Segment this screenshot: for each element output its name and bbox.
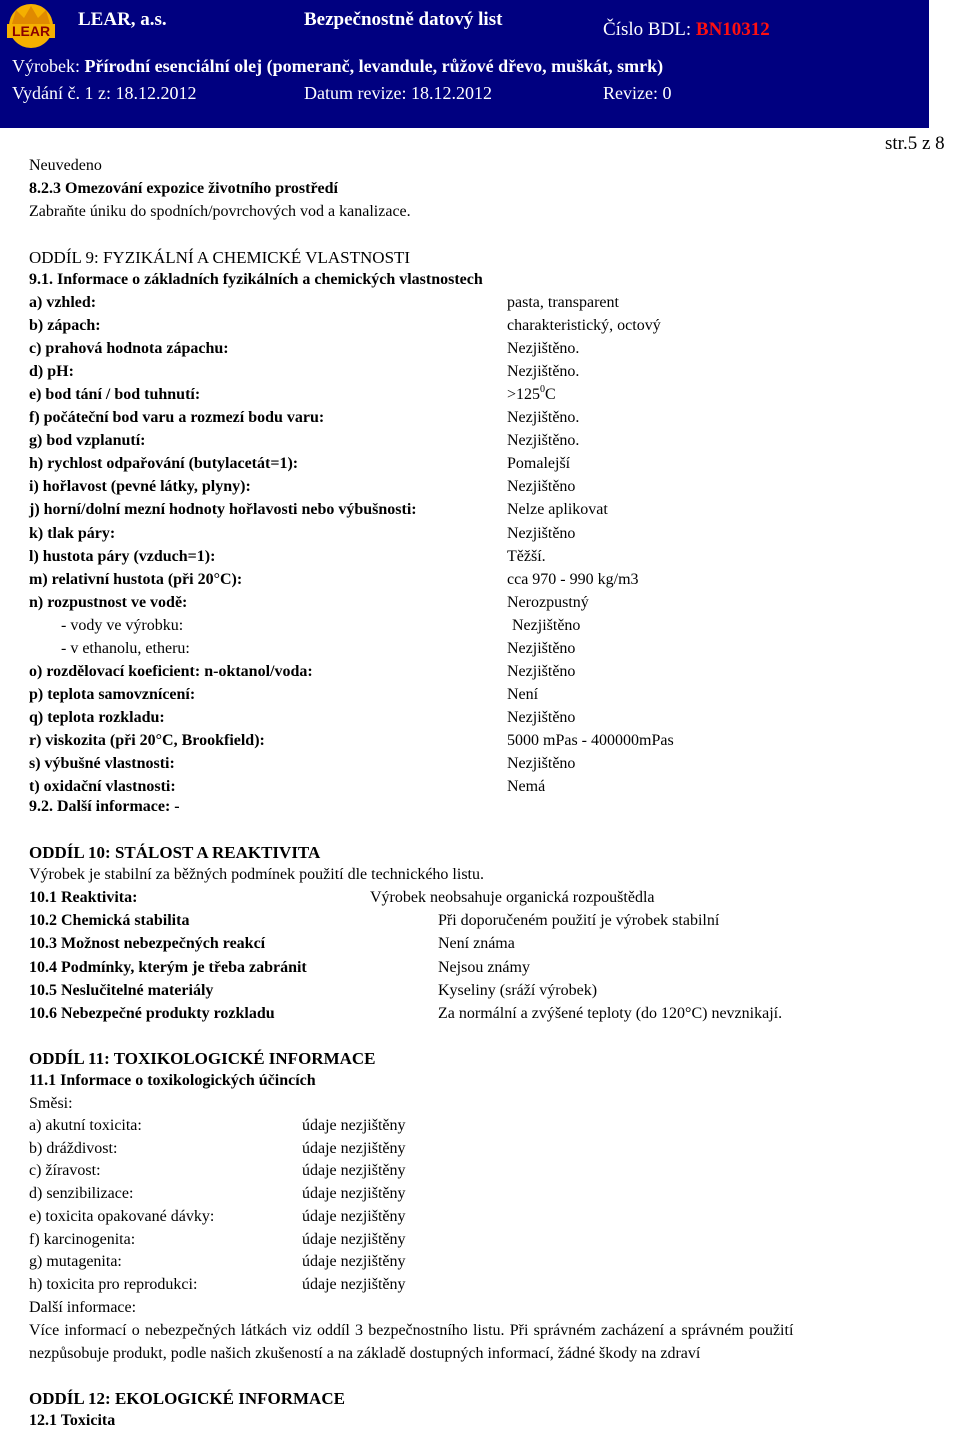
toxicology-value: údaje nezjištěny (302, 1230, 406, 1248)
reactivity-label: 10.5 Neslučitelné materiály (29, 981, 214, 999)
company-name: LEAR, a.s. (78, 9, 167, 30)
reactivity-value: Nejsou známy (438, 958, 530, 976)
property-label: n) rozpustnost ve vodě: (29, 593, 188, 611)
s11-further-line2: nezpůsobuje produkt, podle našich zkušeností a na základě dostupných informací, žádné škody na zdraví (29, 1345, 701, 1362)
property-value: Těžší. (507, 547, 546, 565)
toxicology-label: f) karcinogenita: (29, 1230, 136, 1248)
property-label: c) prahová hodnota zápachu: (29, 340, 229, 358)
reactivity-value: Výrobek neobsahuje organická rozpouštědla (370, 889, 655, 906)
s11-heading: ODDÍL 11: TOXIKOLOGICKÉ INFORMACE (29, 1049, 376, 1068)
property-label: m) relativní hustota (při 20°C): (29, 570, 243, 588)
property-label: b) zápach: (29, 317, 101, 335)
s12-subheading: 12.1 Toxicita (29, 1412, 116, 1429)
property-value: Nezjištěno (507, 639, 576, 657)
product-value: Přírodní esenciální olej (pomeranč, levandule, růžové dřevo, muškát, smrk) (84, 56, 664, 76)
logo-text: LEAR (11, 23, 51, 39)
property-label: - v ethanolu, etheru: (61, 639, 190, 657)
toxicology-label: a) akutní toxicita: (29, 1117, 142, 1134)
bdl-label: Číslo BDL: (603, 19, 692, 40)
issue-info: Vydání č. 1 z: 18.12.2012 (12, 83, 197, 103)
property-label: k) tlak páry: (29, 524, 116, 542)
property-value: cca 970 - 990 kg/m3 (507, 570, 639, 588)
revision-number: Revize: 0 (603, 83, 672, 103)
toxicology-label: c) žíravost: (29, 1162, 101, 1180)
reactivity-value: Při doporučeném použití je výrobek stabilní (438, 912, 720, 930)
reactivity-label: 10.6 Nebezpečné produkty rozkladu (29, 1005, 275, 1022)
property-value: Nezjištěno (512, 616, 581, 634)
property-value: Nezjištěno (507, 708, 576, 726)
s9-further: 9.2. Další informace: - (29, 798, 180, 815)
toxicology-value: údaje nezjištěny (302, 1162, 406, 1180)
product-label: Výrobek: (12, 56, 80, 76)
reactivity-value: Není známa (438, 935, 515, 953)
property-value: 5000 mPas - 400000mPas (507, 731, 674, 749)
property-label: r) viskozita (při 20°C, Brookfield): (29, 731, 265, 749)
reactivity-label: 10.1 Reaktivita: (29, 889, 138, 906)
property-value: pasta, transparent (507, 294, 619, 311)
property-label: f) počáteční bod varu a rozmezí bodu varu: (29, 409, 325, 427)
toxicology-value: údaje nezjištěny (302, 1185, 406, 1203)
s8-heading: 8.2.3 Omezování expozice životního prostředí (29, 180, 338, 197)
property-label: o) rozdělovací koeficient: n-oktanol/voda: (29, 662, 313, 680)
property-label: g) bod vzplanutí: (29, 432, 146, 450)
toxicology-value: údaje nezjištěny (302, 1207, 406, 1225)
toxicology-value: údaje nezjištěny (302, 1139, 406, 1157)
property-label: e) bod tání / bod tuhnutí: (29, 386, 201, 404)
property-label: j) horní/dolní mezní hodnoty hořlavosti nebo výbušnosti: (29, 501, 417, 519)
property-value: Nezjištěno. (507, 432, 580, 450)
toxicology-label: h) toxicita pro reprodukci: (29, 1275, 198, 1293)
document-title: Bezpečnostně datový list (304, 9, 503, 30)
property-value-unit: C (545, 386, 556, 404)
property-value: Nezjištěno. (507, 409, 580, 427)
reactivity-value: Kyseliny (sráží výrobek) (438, 981, 598, 999)
property-label: d) pH: (29, 363, 74, 381)
toxicology-value: údaje nezjištěny (302, 1117, 406, 1134)
property-value: charakteristický, octový (507, 317, 661, 335)
property-value: Nezjištěno (507, 524, 576, 542)
s11-further-line1: Více informací o nebezpečných látkách viz oddíl 3 bezpečnostního listu. Při správném zacházení a správném použití (29, 1322, 794, 1339)
document-header (0, 0, 929, 128)
toxicology-label: e) toxicita opakované dávky: (29, 1207, 215, 1225)
property-label: s) výbušné vlastnosti: (29, 755, 175, 772)
property-value: Není (507, 685, 539, 703)
s11-subheading: 11.1 Informace o toxikologických účincích (29, 1072, 316, 1089)
property-label: h) rychlost odpařování (butylacetát=1): (29, 455, 299, 473)
property-value: Nezjištěno (507, 478, 576, 496)
property-label: i) hořlavost (pevné látky, plyny): (29, 478, 251, 496)
page-number: str.5 z 8 (885, 133, 945, 154)
property-label: p) teplota samovznícení: (29, 685, 196, 703)
s11-mixtures: Směsi: (29, 1095, 73, 1112)
property-value: Nezjištěno. (507, 340, 580, 358)
property-value: Pomalejší (507, 455, 571, 473)
property-value: Nelze aplikovat (507, 501, 608, 519)
s9-subheading: 9.1. Informace o základních fyzikálních a chemických vlastnostech (29, 271, 483, 288)
property-value: Nezjištěno (507, 755, 576, 772)
toxicology-label: d) senzibilizace: (29, 1185, 134, 1203)
revision-date: Datum revize: 18.12.2012 (304, 83, 492, 103)
toxicology-value: údaje nezjištěny (302, 1253, 406, 1271)
property-value-sup: 0 (540, 384, 546, 396)
property-value: Nezjištěno (507, 662, 576, 680)
lear-logo (4, 2, 58, 54)
s12-heading: ODDÍL 12: EKOLOGICKÉ INFORMACE (29, 1389, 345, 1408)
property-value: Nezjištěno. (507, 363, 580, 381)
property-value: Nemá (507, 778, 546, 796)
toxicology-label: g) mutagenita: (29, 1253, 122, 1271)
s9-heading: ODDÍL 9: FYZIKÁLNÍ A CHEMICKÉ VLASTNOSTI (29, 248, 411, 267)
toxicology-value: údaje nezjištěny (302, 1275, 406, 1293)
s11-further-label: Další informace: (29, 1299, 137, 1316)
product-line (12, 57, 663, 75)
property-value (507, 384, 556, 404)
toxicology-label: b) dráždivost: (29, 1139, 118, 1157)
property-label: a) vzhled: (29, 294, 97, 311)
bdl-number (603, 20, 770, 39)
reactivity-label: 10.4 Podmínky, kterým je třeba zabránit (29, 958, 307, 976)
property-value: Nerozpustný (507, 593, 589, 611)
property-label: l) hustota páry (vzduch=1): (29, 547, 216, 565)
property-label: q) teplota rozkladu: (29, 708, 165, 726)
property-label: t) oxidační vlastnosti: (29, 778, 176, 796)
s8-line: Neuvedeno (29, 157, 102, 174)
property-label: - vody ve výrobku: (61, 616, 184, 634)
property-value-main: >125 (507, 386, 541, 404)
s10-intro: Výrobek je stabilní za běžných podmínek použití dle technického listu. (29, 866, 484, 883)
s8-text: Zabraňte úniku do spodních/povrchových vod a kanalizace. (29, 203, 411, 220)
reactivity-label: 10.2 Chemická stabilita (29, 912, 190, 930)
reactivity-value: Za normální a zvýšené teploty (do 120°C) nevznikají. (438, 1005, 783, 1022)
reactivity-label: 10.3 Možnost nebezpečných reakcí (29, 935, 266, 953)
s10-heading: ODDÍL 10: STÁLOST A REAKTIVITA (29, 843, 321, 862)
bdl-value: BN10312 (695, 19, 770, 40)
